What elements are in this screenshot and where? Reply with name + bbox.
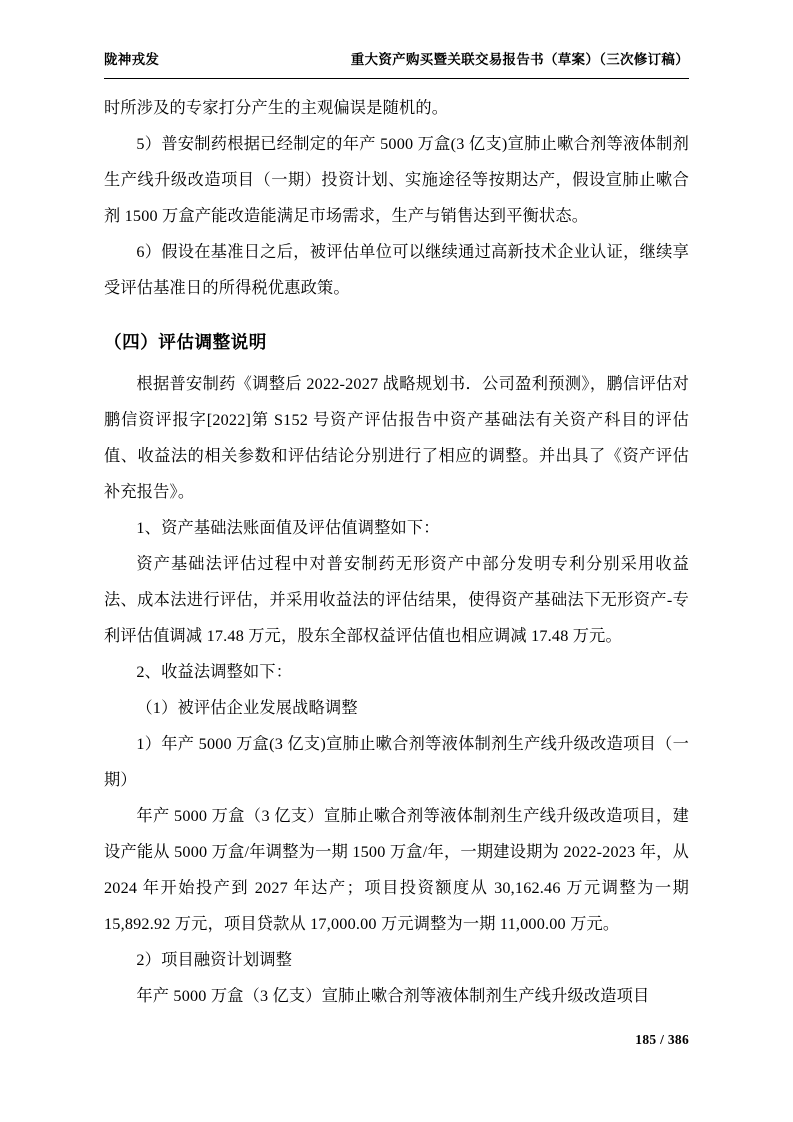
- paragraph-item-1-detail: 资产基础法评估过程中对普安制药无形资产中部分发明专利分别采用收益法、成本法进行评估，并采用收益法的评估结果，使得资产基础法下无形资产-专利评估值调减 17.48 万元，股东全部权益评估值也相应调减 17.48 万元。: [104, 555, 689, 645]
- paragraph-item-2: 2、收益法调整如下：: [136, 663, 293, 681]
- section-heading: （四）评估调整说明: [104, 332, 267, 352]
- paragraph-continuation: 时所涉及的专家打分产生的主观偏误是随机的。: [104, 99, 449, 117]
- paragraph-assumption-6: 6）假设在基准日之后，被评估单位可以继续通过高新技术企业认证，继续享受评估基准日的所得税优惠政策。: [104, 243, 689, 297]
- header-document-title: 重大资产购买暨关联交易报告书（草案）（三次修订稿）: [350, 52, 689, 67]
- paragraph-item-2-1-1-detail: 年产 5000 万盒（3 亿支）宣肺止嗽合剂等液体制剂生产线升级改造项目，建设产能从 5000 万盒/年调整为一期 1500 万盒/年，一期建设期为 2022-2023 年，从 2024 年开始投产到 2027 年达产；项目投资额度从 30,162.46 万元调整为一期 15,892.92 万元，项目贷款从 17,000.00 万元调整为一期 11,000.00 万元。: [104, 807, 689, 933]
- header-divider: [104, 78, 689, 79]
- paragraph-adjustment-intro: 根据普安制药《调整后 2022-2027 战略规划书．公司盈利预测》，鹏信评估对鹏信资评报字[2022]第 S152 号资产评估报告中资产基础法有关资产科目的评估值、收益法的相关参数和评估结论分别进行了相应的调整。并出具了《资产评估补充报告》。: [104, 375, 689, 501]
- paragraph-assumption-5: 5）普安制药根据已经制定的年产 5000 万盒(3 亿支)宣肺止嗽合剂等液体制剂生产线升级改造项目（一期）投资计划、实施途径等按期达产，假设宣肺止嗽合剂 1500 万盒产能改造能满足市场需求，生产与销售达到平衡状态。: [104, 135, 689, 225]
- paragraph-item-1: 1、资产基础法账面值及评估值调整如下：: [136, 519, 440, 537]
- page-header: [104, 48, 689, 68]
- paragraph-item-2-1-2: 2）项目融资计划调整: [136, 951, 293, 969]
- paragraph-item-2-1-1: 1）年产 5000 万盒(3 亿支)宣肺止嗽合剂等液体制剂生产线升级改造项目（一期）: [104, 735, 689, 789]
- page-number: 185 / 386: [635, 1032, 689, 1047]
- header-company-name: 陇神戎发: [104, 52, 160, 67]
- page-content: [104, 90, 689, 1014]
- paragraph-item-2-1: （1）被评估企业发展战略调整: [136, 699, 358, 717]
- paragraph-item-2-1-2-detail: 年产 5000 万盒（3 亿支）宣肺止嗽合剂等液体制剂生产线升级改造项目: [136, 987, 650, 1005]
